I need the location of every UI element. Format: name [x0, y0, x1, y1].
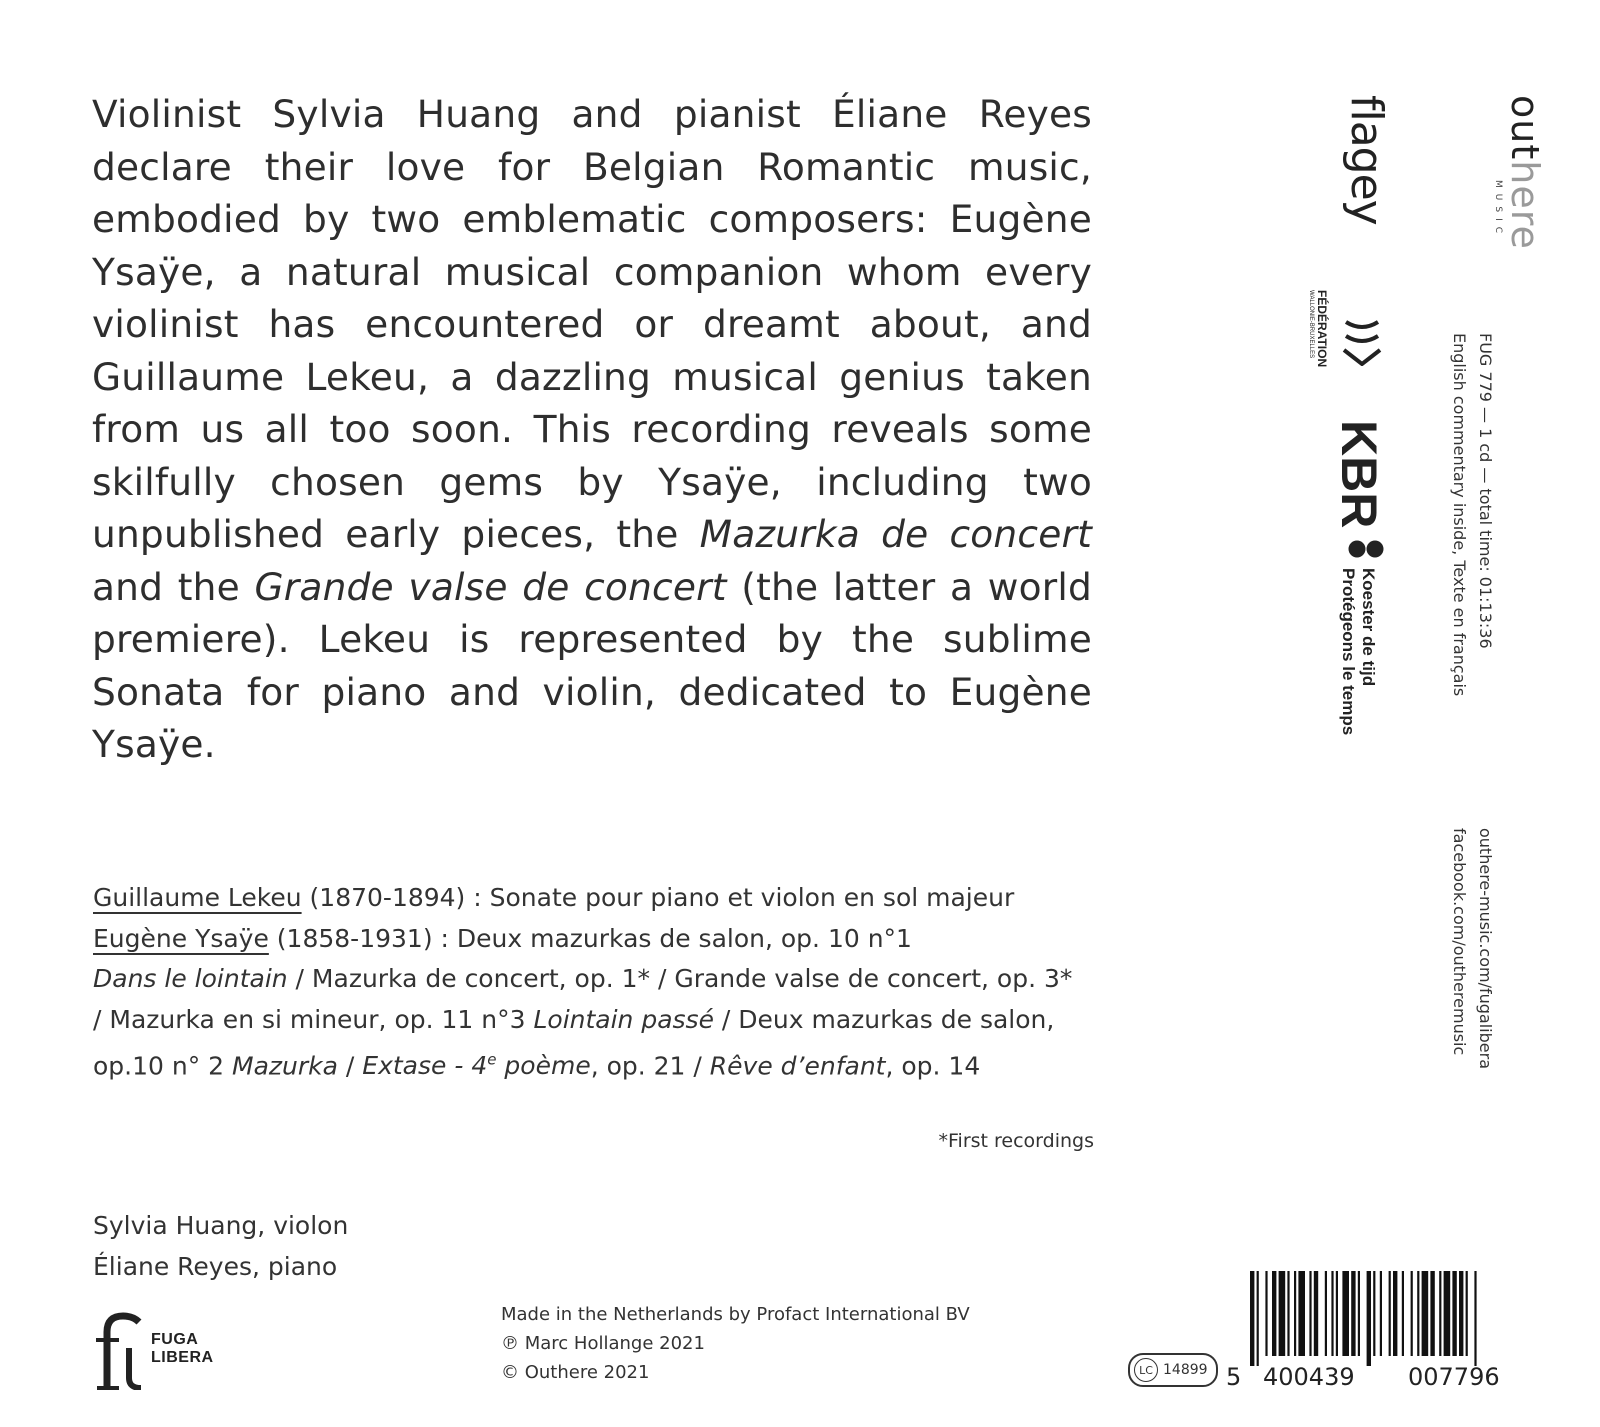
barcode-bar — [1439, 1271, 1441, 1356]
outhere-music: MUSIC — [1493, 180, 1503, 240]
barcode-bar — [1298, 1271, 1305, 1356]
barcode — [1250, 1271, 1540, 1366]
facebook-url[interactable]: facebook.com/outheremusic — [1450, 828, 1469, 1056]
barcode-bar — [1342, 1271, 1349, 1356]
kbr-wordmark: KBR — [1331, 420, 1387, 529]
barcode-bar — [1294, 1271, 1296, 1356]
barcode-bar — [1287, 1271, 1289, 1356]
barcode-bar — [1402, 1271, 1404, 1356]
performers — [93, 1205, 348, 1287]
barcode-bar — [1373, 1271, 1375, 1356]
fuga-libera-wordmark — [151, 1331, 214, 1367]
barcode-bar — [1474, 1271, 1476, 1366]
barcode-bar — [1367, 1271, 1371, 1366]
barcode-bar — [1411, 1271, 1413, 1356]
legal-notice — [501, 1300, 970, 1387]
piece-text: / — [337, 1051, 363, 1081]
lekeu-work: (1870-1894) : Sonate pour piano et violon en sol majeur — [301, 883, 1015, 912]
website-url[interactable]: outhere-music.com/fugalibera — [1476, 828, 1495, 1069]
federation-subtext: WALLONIE-BRUXELLES — [1308, 290, 1314, 359]
barcode-bar — [1452, 1271, 1456, 1356]
catalog-number: FUG 779 — 1 cd — total time: 01:13:36 — [1476, 333, 1495, 649]
piece-title: Lointain passé — [533, 1004, 714, 1034]
federation-text: FÉDÉRATION — [1315, 290, 1329, 368]
piece-text: / Mazurka de concert, op. 1* / Grande valse de concert, op. 3* / Mazurka en si mineur, op. 11 n°3 — [93, 964, 1073, 1034]
piece-text: , op. 21 / — [590, 1051, 710, 1081]
barcode-bar — [1358, 1271, 1360, 1356]
kbr-tagline — [1338, 568, 1378, 735]
barcode-bar — [1422, 1271, 1429, 1356]
barcode-bar — [1272, 1271, 1276, 1356]
barcode-bar — [1393, 1271, 1397, 1356]
barcode-digit-first: 5 — [1226, 1363, 1242, 1391]
piece-title: Dans le lointain — [93, 964, 288, 993]
outhere-wordmark — [1505, 95, 1545, 250]
barcode-bar — [1466, 1271, 1468, 1356]
federation-logo — [1307, 290, 1328, 367]
fuga-word: FUGA — [151, 1331, 199, 1348]
kbr-dots-icon — [1348, 535, 1384, 563]
flagey-logo — [1340, 95, 1392, 225]
barcode-bar — [1389, 1271, 1391, 1356]
barcode-bar — [1417, 1271, 1419, 1356]
barcode-bar — [1380, 1271, 1382, 1356]
libera-word: LIBERA — [151, 1349, 214, 1366]
flagey-wordmark: flagey — [1341, 95, 1392, 225]
barcode-bar — [1309, 1271, 1311, 1356]
lc-number: 14899 — [1163, 1362, 1208, 1378]
intro-paragraph — [92, 88, 1092, 771]
language-note: English commentary inside, Texte en français — [1450, 333, 1469, 697]
intro-text-2: and the — [92, 564, 255, 609]
piece-title-part: poème — [496, 1051, 591, 1081]
barcode-bar — [1314, 1271, 1318, 1356]
kbr-tagline-fr: Protégeons le temps — [1339, 568, 1358, 736]
barcode-bar — [1265, 1271, 1267, 1356]
phonogram-line: ℗ Marc Hollange 2021 — [501, 1333, 705, 1354]
fuga-libera-logo — [93, 1310, 243, 1390]
barcode-bar — [1444, 1271, 1451, 1356]
outhere-part-here: here — [1503, 160, 1547, 250]
barcode-bar — [1351, 1271, 1355, 1356]
outhere-logo — [1493, 95, 1545, 250]
barcode-digits-left: 400439 — [1263, 1363, 1355, 1391]
kbr-logo — [1331, 420, 1387, 529]
barcode-digits-right: 007796 — [1408, 1363, 1500, 1391]
outhere-part-out: out — [1503, 95, 1547, 161]
barcode-bar — [1459, 1271, 1463, 1356]
intro-title-mazurka: Mazurka de concert — [699, 512, 1092, 556]
label-code — [1128, 1353, 1218, 1387]
composer-lekeu: Guillaume Lekeu — [93, 883, 302, 912]
performer: Éliane Reyes, piano — [93, 1252, 338, 1281]
kbr-tagline-nl: Koester de tijd — [1359, 568, 1378, 687]
works-list — [93, 878, 1083, 1087]
federation-emblem-icon — [1340, 318, 1384, 366]
composer-ysaye: Eugène Ysaÿe — [93, 923, 269, 953]
ysaye-work: (1858-1931) : Deux mazurkas de salon, op. 10 n°1 — [268, 923, 912, 953]
intro-text-3: (the latter a world premiere). Lekeu is represented by the sublime Sonata for piano and violin, dedicated to Eugène Ysaÿe. — [92, 564, 1092, 766]
manufacturer-line: Made in the Netherlands by Profact International BV — [501, 1304, 970, 1325]
works-lekeu — [93, 878, 1083, 919]
piece-text: / Deux mazurkas de salon, op.10 n° 2 — [93, 1004, 1055, 1081]
barcode-bar — [1279, 1271, 1286, 1356]
piece-title: Mazurka — [232, 1051, 338, 1081]
lc-icon: LC — [1134, 1358, 1158, 1382]
barcode-bar — [1325, 1271, 1327, 1356]
works-ysaye — [93, 919, 1083, 1087]
website-links — [1446, 828, 1498, 1069]
barcode-bar — [1250, 1271, 1254, 1366]
intro-text-1: Violinist Sylvia Huang and pianist Éliane Reyes declare their love for Belgian Romantic music, embodied by two emblematic composers: Eugène Ysaÿe, a natural musical companion whom every violinist has encountered or dreamt about, and Guillaume Lekeu, a dazzling musical genius taken from us all too soon. This recording reveals some skilfully chosen gems by Ysaÿe, including two unpublished early pieces, the — [92, 92, 1092, 556]
piece-title: Rêve d’enfant — [709, 1051, 886, 1081]
performer: Sylvia Huang, violon — [93, 1211, 349, 1240]
piece-title-part: Extase - 4 — [362, 1051, 488, 1081]
intro-title-valse: Grande valse de concert — [254, 564, 727, 609]
footnote: *First recordings — [938, 1130, 1094, 1152]
piece-title — [362, 1051, 590, 1080]
superscript: e — [487, 1051, 497, 1069]
fuga-libera-icon — [93, 1310, 153, 1390]
barcode-bar — [1430, 1271, 1434, 1356]
piece-text: , op. 14 — [885, 1051, 981, 1081]
barcode-bar — [1331, 1271, 1333, 1356]
barcode-bar — [1257, 1271, 1259, 1366]
catalog-info — [1446, 333, 1498, 696]
barcode-bar — [1336, 1271, 1338, 1356]
copyright-line: © Outhere 2021 — [501, 1362, 650, 1383]
